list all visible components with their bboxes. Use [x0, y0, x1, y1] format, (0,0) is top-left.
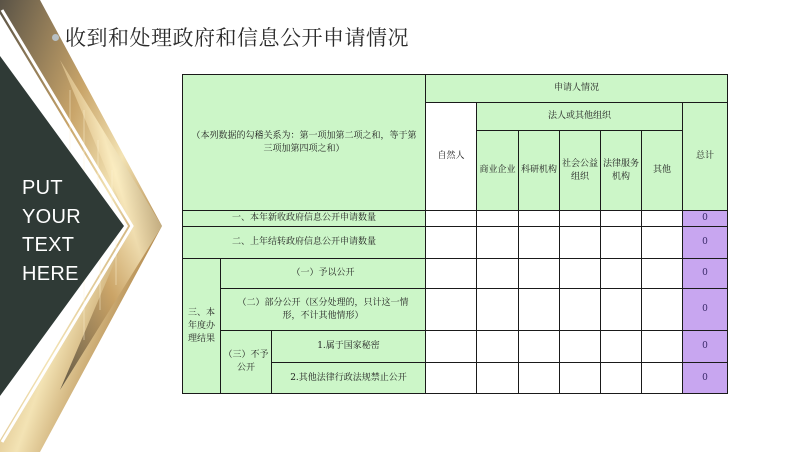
column-header: 其他 [642, 131, 683, 211]
total-cell: 0 [683, 363, 728, 394]
total-cell: 0 [683, 211, 728, 227]
column-header: 社会公益组织 [560, 131, 601, 211]
title-bullet-icon [52, 34, 59, 41]
legal-group-header: 法人或其他组织 [477, 103, 683, 131]
row-label: 1.属于国家秘密 [272, 331, 426, 363]
column-header: 科研机构 [519, 131, 560, 211]
row-label: （三）不予公开 [221, 331, 272, 394]
table-row [183, 227, 728, 259]
column-header: 商业企业 [477, 131, 519, 211]
row-label: （一）予以公开 [221, 259, 426, 289]
slide-corner-mark [792, 420, 798, 434]
section-label: 三、本年度办理结果 [183, 259, 221, 394]
table-row [183, 259, 728, 289]
total-cell: 0 [683, 289, 728, 331]
side-text-line: PUT [22, 177, 63, 199]
total-cell: 0 [683, 331, 728, 363]
side-text-line: YOUR [22, 205, 81, 228]
total-cell: 0 [683, 227, 728, 259]
side-text-line: TEXT [22, 234, 75, 256]
table-row [183, 331, 728, 363]
row-label: （二）部分公开（区分处理的，只计这一情形，不计其他情形） [221, 289, 426, 331]
table-row [183, 289, 728, 331]
table-note-cell: （本列数据的勾稽关系为：第一项加第二项之和，等于第三项加第四项之和） [183, 75, 426, 211]
page-title: 收到和处理政府和信息公开申请情况 [65, 26, 409, 50]
side-text-line: HERE [22, 262, 79, 285]
total-cell: 0 [683, 259, 728, 289]
row-label: 二、上年结转政府信息公开申请数量 [183, 227, 426, 259]
column-header: 法律服务机构 [601, 131, 642, 211]
natural-person-header: 自然人 [426, 103, 477, 211]
placeholder-side-text [22, 174, 112, 288]
table-row [183, 211, 728, 227]
row-label: 一、本年新收政府信息公开申请数量 [183, 211, 426, 227]
row-label: 2.其他法律行政法规禁止公开 [272, 363, 426, 394]
applicant-header: 申请人情况 [426, 75, 728, 103]
information-disclosure-table [182, 74, 728, 394]
total-header: 总计 [683, 103, 728, 211]
